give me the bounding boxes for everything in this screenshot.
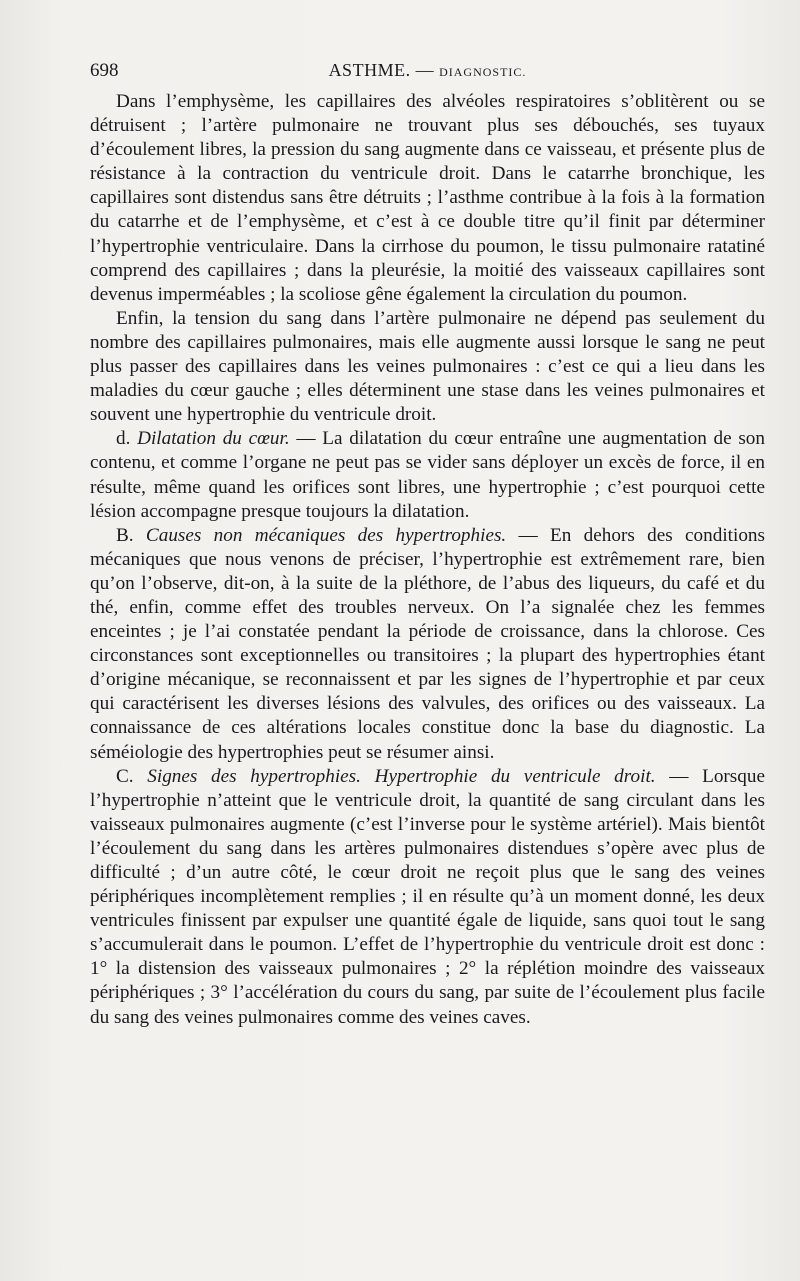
paragraph-text: — En dehors des conditions mécaniques que nous venons de préciser, l’hypertrophie est extrêmement rare, bien qu’on l’observe, dit-on, à la suite de la pléthore, de l’abus des liqueurs, du café et du thé, enfin, comme effet des troubles nerveux. On l’a signalée chez les femmes enceintes ; je l’ai constatée pendant la période de croissance, dans la chlorose. Ces circonstances sont exceptionnelles ou transitoires ; la plupart des hypertrophies étant d’origine mécanique, se reconnaissent et par les signes de l’hypertrophie et par ceux qui caractérisent les diverses lésions des valvules, des orifices ou des vaisseaux. La connaissance de ces altérations locales constitue donc la base du diagnostic. La séméiologie des hypertrophies peut se résumer ainsi. bbox=[90, 524, 765, 763]
paragraph-text: — Lorsque l’hypertrophie n’atteint que le ventricule droit, la quantité de sang circulant dans les vaisseaux pulmonaires augmente (c’est l’inverse pour le système artériel). Mais bientôt l’écoulement du sang dans les artères pulmonaires distendues s’opère avec plus de difficulté ; d’un autre côté, le cœur droit ne reçoit plus que le sang des veines périphériques incomplètement remplies ; il en résulte qu’à un moment donné, les deux ventricules finissent par expulser une quantité égale de liquide, sans quoi tout le sang s’accumulerait dans le poumon. L’effet de l’hypertrophie du ventricule droit est donc : 1° la distension des vaisseaux pulmonaires ; 2° la réplétion moindre des vaisseaux périphériques ; 3° l’accélération du cours du sang, par suite de l’écoulement plus facile du sang des veines pulmonaires comme des veines caves. bbox=[90, 765, 765, 1028]
running-header bbox=[90, 60, 765, 82]
section-heading: Causes non mécaniques des hypertrophies. bbox=[145, 524, 519, 546]
page-number: 698 bbox=[90, 60, 119, 81]
body-text bbox=[90, 90, 765, 1030]
title-dash: — bbox=[415, 60, 435, 80]
running-title bbox=[90, 60, 765, 81]
paragraph-text: Dans l’emphysème, les capillaires des alvéoles respiratoires s’oblitèrent ou se détruisent ; l’artère pulmonaire ne trouvant plus ses débouchés, ses tuyaux d’écoulement libres, la pression du sang augmente dans ce vaisseau, et présente plus de résistance à la contraction du ventricule droit. Dans le catarrhe bronchique, les capillaires sont distendus sans être détruits ; l’asthme contribue à la fois à la formation du catarrhe et de l’emphysème, et c’est à ce double titre qu’il finit par déterminer l’hypertrophie ventriculaire. Dans la cirrhose du poumon, le tissu pulmonaire ratatiné comprend des capillaires ; dans la pleurésie, la moitié des vaisseaux capillaires sont devenus imperméables ; la scoliose gêne également la circulation du poumon. bbox=[90, 91, 765, 305]
paragraph-text: — La dilatation du cœur entraîne une augmentation de son contenu, et comme l’organe ne peut pas se vider sans déployer un excès de force, il en résulte, même quand les orifices sont libres, une hypertrophie ; c’est pourquoi cette lésion accompagne presque toujours la dilatation. bbox=[90, 428, 765, 522]
section-letter: C. bbox=[116, 765, 148, 787]
paragraph-tension bbox=[90, 307, 765, 427]
paragraph-dilatation bbox=[90, 427, 765, 523]
chapter-title: ASTHME. bbox=[328, 60, 411, 80]
paragraph-text: Enfin, la tension du sang dans l’artère pulmonaire ne dépend pas seulement du nombre des capillaires pulmonaires, mais elle augmente aussi lorsque le sang ne peut plus passer des capillaires dans les veines pulmonaires : c’est ce qui a lieu dans les maladies du cœur gauche ; elles déterminent une stase dans les veines pulmonaires et souvent une hypertrophie du ventricule droit. bbox=[90, 307, 765, 426]
paragraph-emphysema bbox=[90, 90, 765, 307]
section-heading: Signes des hypertrophies. Hypertrophie du ventricule droit. bbox=[147, 765, 670, 787]
section-subtitle: DIAGNOSTIC. bbox=[439, 65, 527, 79]
paragraph-non-mechanical-causes bbox=[90, 524, 765, 765]
section-letter: d. bbox=[116, 428, 138, 450]
paragraph-signs bbox=[90, 765, 765, 1030]
section-heading: Dilatation du cœur. bbox=[137, 428, 297, 450]
section-letter: B. bbox=[116, 524, 146, 546]
